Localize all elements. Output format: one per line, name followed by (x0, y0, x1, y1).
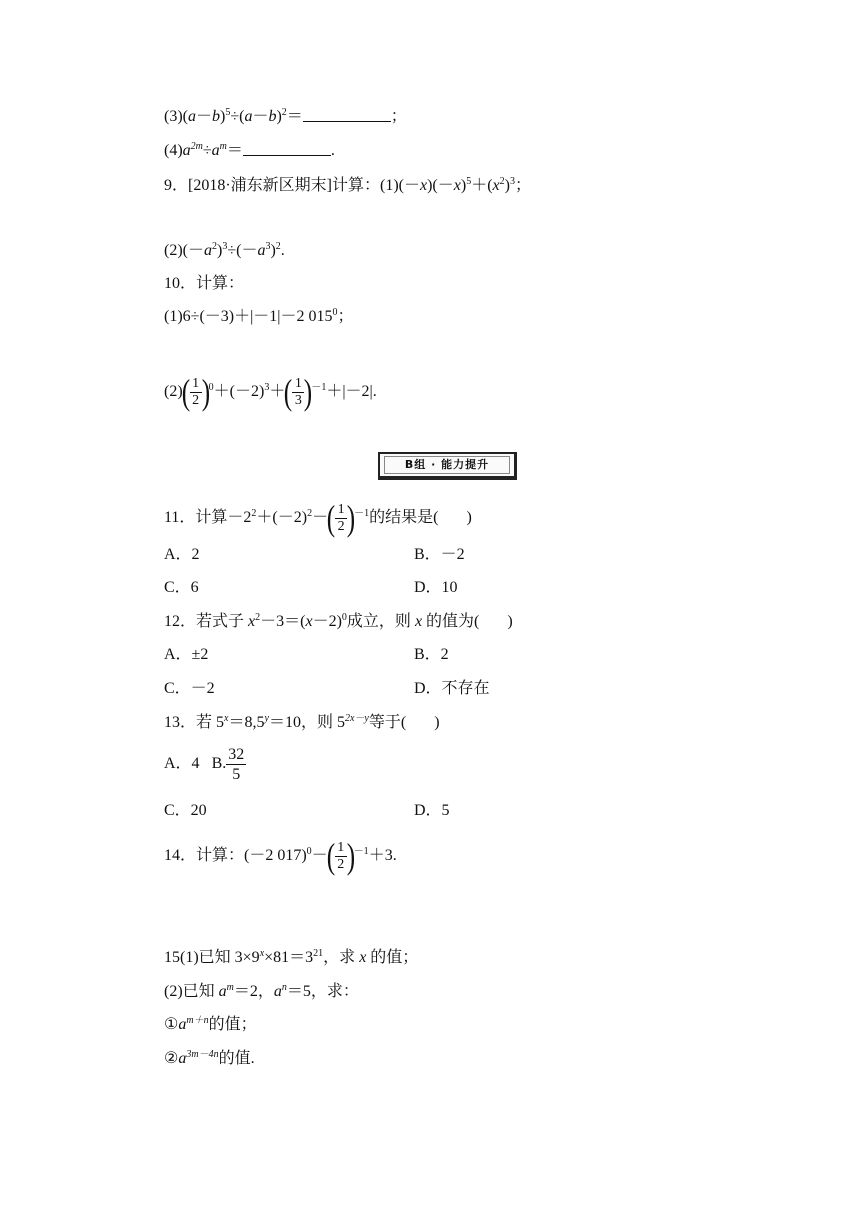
q15-sub2: $②a^{3m-4n}$的值. (164, 1049, 255, 1067)
q12-option-a[interactable]: A．±2 (164, 646, 209, 663)
q11-option-a[interactable]: A．2 (164, 546, 200, 563)
section-badge: B组 · 能力提升 (378, 452, 517, 480)
q9-part2: $(2)(-a^2)^3\div(-a^3)^2$. (164, 241, 285, 259)
paren-fraction: ( $\frac{1}{3}$ ) (284, 372, 313, 413)
q11-option-d[interactable]: D．10 (414, 579, 458, 596)
q11-stem: 11．计算$-2^2+(-2)^2-$ ( $\frac{1}{2}$ ) $^{-1}$的结果是( ) (164, 498, 472, 539)
q8-item3: $(3)(a-b)^5\div(a-b)^2=$ ； (164, 107, 407, 125)
q10-title: 10．计算： (164, 275, 245, 292)
q13-option-d[interactable]: D．5 (414, 802, 450, 819)
answer-blank[interactable] (243, 141, 331, 156)
q13-options-ab (164, 744, 246, 784)
paren-fraction: ( $\frac{1}{2}$ ) (326, 498, 356, 539)
paren-fraction: ( $\frac{1}{2}$ ) (181, 372, 210, 413)
q13-option-c[interactable]: C．20 (164, 802, 207, 819)
answer-blank[interactable] (303, 107, 391, 122)
q9-stem: 9．[2018·浦东新区期末]计算：$(1)(-x)(-x)^5+(x^2)^3$； (164, 176, 531, 194)
q15-part2: (2)已知 $a^m=2$，$a^n=5$，求： (164, 982, 359, 1000)
paren-fraction: ( $\frac{1}{2}$ ) (326, 836, 355, 877)
q8-item4: $(4)a^{2m}\div a^m=$ . (164, 141, 335, 159)
q13-stem: 13．若 $5^x=8,5^y=10$，则 $5^{2x-y}$等于( ) (164, 713, 440, 731)
q13-option-a[interactable]: A．4 (164, 755, 200, 772)
q11-option-b[interactable]: B．－2 (414, 546, 465, 563)
q15-sub1: $①a^{m+n}$的值； (164, 1015, 257, 1033)
q13-option-b[interactable]: B. $\frac{32}{5}$ (211, 745, 245, 783)
q12-stem: 12．若式子 $x^2-3=(x-2)^0$成立，则 x 的值为( ) (164, 612, 513, 630)
q14-stem: 14．计算：(－2 017)$^0$－ ( $\frac{1}{2}$ ) $^{-1}$＋3. (164, 836, 397, 877)
q10-part2: (2) ( $\frac{1}{2}$ ) $^0+(-2)^3+$ ( $\frac{1}{3}$ ) $^{-1}$＋|－2|. (164, 372, 377, 413)
q12-option-d[interactable]: D．不存在 (414, 680, 490, 697)
q11-option-c[interactable]: C．6 (164, 579, 199, 596)
q10-part1: (1)6÷(－3)＋|－1|－2 $015^0$； (164, 307, 354, 325)
q12-option-b[interactable]: B．2 (414, 646, 449, 663)
q15-part1: 15(1)已知 $3\times 9^x\times 81=3^{21}$，求 x 的值； (164, 948, 419, 966)
q12-option-c[interactable]: C．－2 (164, 680, 215, 697)
